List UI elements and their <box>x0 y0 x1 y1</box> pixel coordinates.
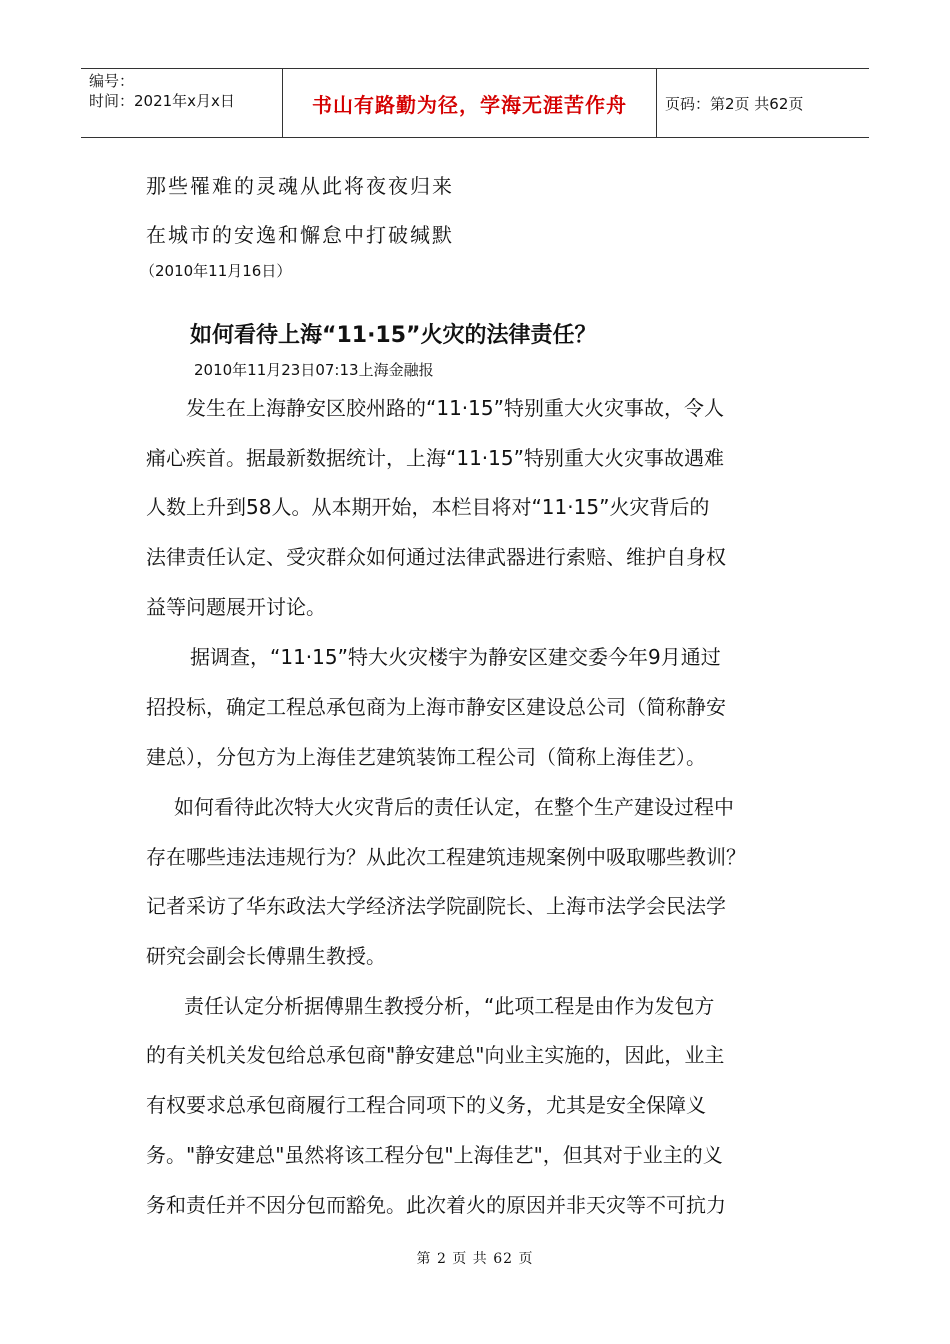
paragraph-line: 如何看待此次特大火灾背后的责任认定，在整个生产建设过程中 <box>174 795 734 819</box>
header-page-info: 页码：第2页 共62页 <box>665 94 804 113</box>
paragraph-line: 存在哪些违法违规行为？从此次工程建筑违规案例中吸取哪些教训？ <box>146 845 746 869</box>
paragraph-line: 招投标，确定工程总承包商为上海市静安区建设总公司（简称静安 <box>146 695 726 719</box>
poem-date: （2010年11月16日） <box>140 262 292 280</box>
paragraph-line: 人数上升到58人。从本期开始，本栏目将对“11·15”火灾背后的 <box>146 495 710 519</box>
paragraph-line: 的有关机关发包给总承包商"静安建总"向业主实施的，因此，业主 <box>146 1043 725 1067</box>
document-header <box>81 68 869 138</box>
paragraph-line: 法律责任认定、受灾群众如何通过法律武器进行索赔、维护自身权 <box>146 545 726 569</box>
paragraph-line: 益等问题展开讨论。 <box>146 595 326 619</box>
paragraph-line: 痛心疾首。据最新数据统计，上海“11·15”特别重大火灾事故遇难 <box>146 446 724 470</box>
paragraph-line: 务和责任并不因分包而豁免。此次着火的原因并非天灾等不可抗力 <box>146 1193 726 1217</box>
paragraph-line: 研究会副会长傅鼎生教授。 <box>146 944 386 968</box>
poem-line: 那些罹难的灵魂从此将夜夜归来 <box>146 174 454 198</box>
paragraph-line: 发生在上海静安区胶州路的“11·15”特别重大火灾事故，令人 <box>186 396 724 420</box>
paragraph-line: 务。"静安建总"虽然将该工程分包"上海佳艺"，但其对于业主的义 <box>146 1143 723 1167</box>
paragraph-line: 据调查，“11·15”特大火灾楼宇为静安区建交委今年9月通过 <box>190 645 721 669</box>
paragraph-line: 责任认定分析据傅鼎生教授分析，“此项工程是由作为发包方 <box>184 994 715 1018</box>
paragraph-line: 记者采访了华东政法大学经济法学院副院长、上海市法学会民法学 <box>146 894 726 918</box>
page-footer: 第 2 页 共 62 页 <box>416 1251 534 1267</box>
paragraph-line: 有权要求总承包商履行工程合同项下的义务，尤其是安全保障义 <box>146 1093 706 1117</box>
time-label: 时间：2021年x月x日 <box>89 92 235 110</box>
header-meta <box>81 69 282 137</box>
number-label: 编号： <box>89 72 135 90</box>
poem-line: 在城市的安逸和懈怠中打破缄默 <box>146 223 454 247</box>
article-title: 如何看待上海“11·15”火灾的法律责任？ <box>190 323 597 348</box>
article-byline: 2010年11月23日07:13上海金融报 <box>194 361 434 379</box>
header-motto: 书山有路勤为径，学海无涯苦作舟 <box>282 69 657 137</box>
paragraph-line: 建总），分包方为上海佳艺建筑装饰工程公司（简称上海佳艺）。 <box>146 745 706 769</box>
